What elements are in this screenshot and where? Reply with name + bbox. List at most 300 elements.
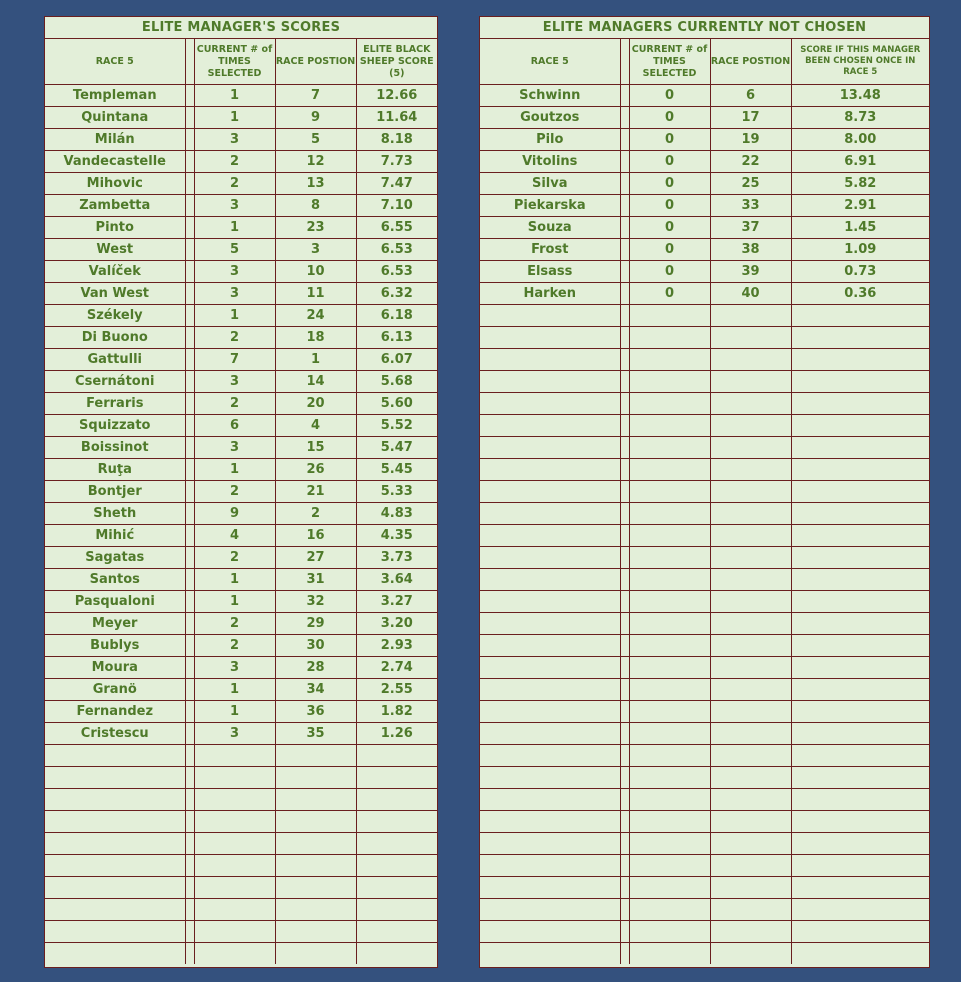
elite-manager-scores-panel (44, 16, 438, 968)
column-gap (620, 261, 629, 283)
race-position-cell (275, 877, 356, 899)
times-selected-cell (629, 393, 710, 415)
times-selected-cell: 3 (194, 657, 275, 679)
column-gap (620, 129, 629, 151)
race-position-cell: 10 (275, 261, 356, 283)
manager-name-cell: Silva (480, 173, 620, 195)
score-cell (791, 415, 929, 437)
manager-name-cell: Schwinn (480, 85, 620, 107)
empty-table-row (480, 393, 929, 415)
manager-name-cell (45, 877, 185, 899)
column-gap (185, 173, 194, 195)
column-gap (185, 459, 194, 481)
manager-name-cell: Pinto (45, 217, 185, 239)
column-gap (620, 635, 629, 657)
column-gap (620, 943, 629, 965)
column-gap (620, 899, 629, 921)
manager-name-cell (45, 899, 185, 921)
manager-name-cell (480, 921, 620, 943)
score-cell (791, 811, 929, 833)
times-selected-cell: 0 (629, 261, 710, 283)
race-position-cell (710, 327, 791, 349)
empty-table-row (480, 305, 929, 327)
times-selected-cell (194, 855, 275, 877)
column-gap (185, 855, 194, 877)
empty-table-row (45, 943, 437, 965)
score-cell: 6.55 (356, 217, 437, 239)
race-position-cell: 6 (710, 85, 791, 107)
race-position-cell (710, 899, 791, 921)
times-selected-cell: 1 (194, 701, 275, 723)
table-row (45, 679, 437, 701)
score-cell: 7.73 (356, 151, 437, 173)
times-selected-cell (194, 899, 275, 921)
score-cell: 3.64 (356, 569, 437, 591)
score-cell: 4.35 (356, 525, 437, 547)
empty-table-row (480, 613, 929, 635)
score-cell: 5.68 (356, 371, 437, 393)
race-position-cell (275, 943, 356, 965)
column-header-race: RACE 5 (480, 39, 620, 85)
race-position-cell (710, 459, 791, 481)
column-gap (620, 481, 629, 503)
race-position-cell: 31 (275, 569, 356, 591)
empty-table-row (480, 789, 929, 811)
score-cell (791, 393, 929, 415)
race-position-cell (710, 789, 791, 811)
score-cell (791, 635, 929, 657)
race-position-cell (710, 767, 791, 789)
manager-name-cell (480, 679, 620, 701)
table-row (480, 107, 929, 129)
race-position-cell: 30 (275, 635, 356, 657)
manager-name-cell: Granö (45, 679, 185, 701)
manager-name-cell (480, 833, 620, 855)
times-selected-cell: 3 (194, 129, 275, 151)
race-position-cell: 2 (275, 503, 356, 525)
score-cell: 0.73 (791, 261, 929, 283)
score-cell (791, 943, 929, 965)
race-position-cell: 9 (275, 107, 356, 129)
race-position-cell (710, 371, 791, 393)
column-header-times-selected: CURRENT # of TIMES SELECTED (629, 39, 710, 85)
race-position-cell (710, 657, 791, 679)
manager-name-cell (45, 811, 185, 833)
race-position-cell: 13 (275, 173, 356, 195)
column-gap (185, 217, 194, 239)
manager-name-cell: Mihovic (45, 173, 185, 195)
manager-name-cell: Milán (45, 129, 185, 151)
race-position-cell (710, 723, 791, 745)
column-gap (185, 481, 194, 503)
score-cell (791, 701, 929, 723)
column-header-times-selected: CURRENT # of TIMES SELECTED (194, 39, 275, 85)
manager-name-cell: Bontjer (45, 481, 185, 503)
race-position-cell: 12 (275, 151, 356, 173)
table-row (45, 547, 437, 569)
column-gap (620, 503, 629, 525)
score-cell: 8.00 (791, 129, 929, 151)
table-row (45, 635, 437, 657)
score-cell (791, 371, 929, 393)
manager-name-cell (480, 767, 620, 789)
manager-name-cell: Squizzato (45, 415, 185, 437)
times-selected-cell: 2 (194, 393, 275, 415)
times-selected-cell (629, 635, 710, 657)
manager-name-cell: Boissinot (45, 437, 185, 459)
manager-name-cell: Ferraris (45, 393, 185, 415)
table-row (45, 613, 437, 635)
times-selected-cell: 0 (629, 173, 710, 195)
score-cell: 5.45 (356, 459, 437, 481)
empty-table-row (45, 811, 437, 833)
score-cell: 5.33 (356, 481, 437, 503)
score-cell: 6.53 (356, 239, 437, 261)
manager-name-cell: Quintana (45, 107, 185, 129)
score-cell (791, 437, 929, 459)
score-cell: 13.48 (791, 85, 929, 107)
score-cell: 2.55 (356, 679, 437, 701)
column-gap (620, 195, 629, 217)
race-position-cell (710, 833, 791, 855)
times-selected-cell (629, 723, 710, 745)
race-position-cell: 16 (275, 525, 356, 547)
race-position-cell: 39 (710, 261, 791, 283)
empty-table-row (480, 921, 929, 943)
manager-name-cell (480, 635, 620, 657)
table-row (45, 283, 437, 305)
score-cell: 4.83 (356, 503, 437, 525)
times-selected-cell: 3 (194, 195, 275, 217)
table-row (45, 591, 437, 613)
table-row (45, 151, 437, 173)
manager-name-cell (480, 525, 620, 547)
times-selected-cell (629, 525, 710, 547)
empty-table-row (480, 371, 929, 393)
empty-table-row (480, 547, 929, 569)
column-gap (620, 437, 629, 459)
score-cell: 6.07 (356, 349, 437, 371)
times-selected-cell: 1 (194, 569, 275, 591)
column-gap (185, 635, 194, 657)
column-gap (620, 877, 629, 899)
manager-name-cell (480, 943, 620, 965)
empty-table-row (480, 591, 929, 613)
column-gap (185, 745, 194, 767)
table-row (480, 283, 929, 305)
race-position-cell (710, 811, 791, 833)
panel-title: ELITE MANAGER'S SCORES (45, 17, 437, 39)
column-gap (620, 107, 629, 129)
column-gap (620, 921, 629, 943)
column-gap (185, 371, 194, 393)
manager-name-cell (45, 833, 185, 855)
times-selected-cell: 3 (194, 261, 275, 283)
race-position-cell: 35 (275, 723, 356, 745)
times-selected-cell: 0 (629, 283, 710, 305)
times-selected-cell (629, 349, 710, 371)
score-cell: 12.66 (356, 85, 437, 107)
column-gap (620, 151, 629, 173)
empty-table-row (480, 701, 929, 723)
table-row (45, 173, 437, 195)
score-cell (791, 789, 929, 811)
table-row (45, 459, 437, 481)
race-position-cell (275, 811, 356, 833)
race-position-cell: 14 (275, 371, 356, 393)
manager-name-cell (45, 921, 185, 943)
table-row (45, 327, 437, 349)
column-gap (185, 239, 194, 261)
times-selected-cell: 0 (629, 217, 710, 239)
times-selected-cell: 1 (194, 679, 275, 701)
column-gap (185, 789, 194, 811)
score-cell (791, 921, 929, 943)
times-selected-cell: 1 (194, 591, 275, 613)
times-selected-cell: 6 (194, 415, 275, 437)
manager-name-cell (480, 415, 620, 437)
manager-name-cell: Pasqualoni (45, 591, 185, 613)
column-gap (185, 547, 194, 569)
elite-manager-scores-table (45, 17, 437, 964)
times-selected-cell (194, 767, 275, 789)
score-cell: 5.82 (791, 173, 929, 195)
times-selected-cell (194, 789, 275, 811)
column-gap (620, 679, 629, 701)
manager-name-cell: Templeman (45, 85, 185, 107)
race-position-cell (710, 481, 791, 503)
times-selected-cell: 0 (629, 107, 710, 129)
manager-name-cell (480, 437, 620, 459)
empty-table-row (480, 635, 929, 657)
times-selected-cell (194, 833, 275, 855)
manager-name-cell: Pilo (480, 129, 620, 151)
manager-name-cell: Frost (480, 239, 620, 261)
score-cell (791, 833, 929, 855)
race-position-cell: 5 (275, 129, 356, 151)
manager-name-cell: Csernátoni (45, 371, 185, 393)
column-gap (185, 877, 194, 899)
times-selected-cell: 2 (194, 613, 275, 635)
column-gap (185, 107, 194, 129)
score-cell (356, 899, 437, 921)
times-selected-cell (194, 811, 275, 833)
manager-name-cell: Cristescu (45, 723, 185, 745)
score-cell (791, 613, 929, 635)
race-position-cell (710, 591, 791, 613)
column-gap (185, 701, 194, 723)
column-gap (185, 261, 194, 283)
table-row (45, 217, 437, 239)
manager-name-cell: Vitolins (480, 151, 620, 173)
score-cell (791, 899, 929, 921)
empty-table-row (45, 921, 437, 943)
column-gap (620, 85, 629, 107)
manager-name-cell: West (45, 239, 185, 261)
race-position-cell: 19 (710, 129, 791, 151)
race-position-cell (275, 855, 356, 877)
score-cell: 5.60 (356, 393, 437, 415)
score-cell: 2.74 (356, 657, 437, 679)
column-gap (620, 349, 629, 371)
table-row (45, 371, 437, 393)
manager-name-cell: Székely (45, 305, 185, 327)
table-row (45, 261, 437, 283)
column-header-score-if-chosen: SCORE IF THIS MANAGER BEEN CHOSEN ONCE IN RACE 5 (791, 39, 929, 85)
race-position-cell (275, 767, 356, 789)
column-gap (185, 437, 194, 459)
times-selected-cell (629, 415, 710, 437)
column-gap (185, 613, 194, 635)
times-selected-cell: 1 (194, 459, 275, 481)
table-row (45, 437, 437, 459)
column-gap (185, 657, 194, 679)
table-row (480, 129, 929, 151)
race-position-cell (275, 899, 356, 921)
table-row (45, 525, 437, 547)
race-position-cell: 29 (275, 613, 356, 635)
times-selected-cell: 1 (194, 107, 275, 129)
race-position-cell: 24 (275, 305, 356, 327)
manager-name-cell (45, 789, 185, 811)
column-gap (620, 371, 629, 393)
empty-table-row (480, 767, 929, 789)
column-gap (185, 393, 194, 415)
race-position-cell: 32 (275, 591, 356, 613)
empty-table-row (480, 657, 929, 679)
not-chosen-managers-panel (479, 16, 930, 968)
score-cell: 6.91 (791, 151, 929, 173)
times-selected-cell (629, 833, 710, 855)
manager-name-cell (45, 745, 185, 767)
score-cell (791, 349, 929, 371)
score-cell (791, 591, 929, 613)
column-gap (185, 767, 194, 789)
manager-name-cell (480, 855, 620, 877)
table-row (45, 723, 437, 745)
score-cell (356, 789, 437, 811)
column-gap (620, 767, 629, 789)
times-selected-cell (629, 745, 710, 767)
empty-table-row (480, 569, 929, 591)
manager-name-cell (480, 657, 620, 679)
race-position-cell (710, 877, 791, 899)
race-position-cell: 26 (275, 459, 356, 481)
score-cell (791, 327, 929, 349)
column-gap (185, 723, 194, 745)
times-selected-cell (629, 591, 710, 613)
column-header-race: RACE 5 (45, 39, 185, 85)
times-selected-cell: 5 (194, 239, 275, 261)
column-gap (185, 327, 194, 349)
column-gap (185, 591, 194, 613)
race-position-cell: 7 (275, 85, 356, 107)
times-selected-cell: 0 (629, 129, 710, 151)
column-gap (185, 943, 194, 965)
empty-table-row (480, 481, 929, 503)
column-gap (620, 547, 629, 569)
manager-name-cell: Valíček (45, 261, 185, 283)
empty-table-row (480, 415, 929, 437)
manager-name-cell (480, 393, 620, 415)
manager-name-cell (480, 789, 620, 811)
manager-name-cell (480, 877, 620, 899)
manager-name-cell (480, 723, 620, 745)
empty-table-row (480, 877, 929, 899)
column-gap (185, 129, 194, 151)
score-cell: 6.32 (356, 283, 437, 305)
race-position-cell (710, 415, 791, 437)
not-chosen-managers-table (480, 17, 929, 964)
column-gap (185, 899, 194, 921)
manager-name-cell (480, 547, 620, 569)
column-gap (620, 327, 629, 349)
manager-name-cell: Harken (480, 283, 620, 305)
times-selected-cell: 3 (194, 283, 275, 305)
score-cell (791, 481, 929, 503)
manager-name-cell (45, 767, 185, 789)
race-position-cell: 28 (275, 657, 356, 679)
race-position-cell (710, 635, 791, 657)
score-cell (791, 745, 929, 767)
times-selected-cell: 1 (194, 217, 275, 239)
column-gap (185, 283, 194, 305)
empty-table-row (45, 745, 437, 767)
race-position-cell (710, 437, 791, 459)
race-position-cell (275, 745, 356, 767)
column-gap (620, 789, 629, 811)
table-row (480, 195, 929, 217)
table-row (480, 85, 929, 107)
table-row (480, 239, 929, 261)
times-selected-cell: 1 (194, 305, 275, 327)
race-position-cell (710, 305, 791, 327)
score-cell (356, 855, 437, 877)
times-selected-cell (629, 613, 710, 635)
column-gap (620, 657, 629, 679)
times-selected-cell (629, 921, 710, 943)
race-position-cell (275, 833, 356, 855)
manager-name-cell (480, 371, 620, 393)
times-selected-cell (629, 855, 710, 877)
times-selected-cell (629, 767, 710, 789)
manager-name-cell: Souza (480, 217, 620, 239)
score-cell (356, 767, 437, 789)
race-position-cell: 33 (710, 195, 791, 217)
times-selected-cell (629, 899, 710, 921)
race-position-cell: 18 (275, 327, 356, 349)
manager-name-cell: Sagatas (45, 547, 185, 569)
column-gap (185, 811, 194, 833)
empty-table-row (480, 525, 929, 547)
column-gap (185, 349, 194, 371)
race-position-cell (710, 503, 791, 525)
manager-name-cell (480, 481, 620, 503)
race-position-cell: 20 (275, 393, 356, 415)
race-position-cell (710, 547, 791, 569)
score-cell: 7.47 (356, 173, 437, 195)
column-gap (185, 415, 194, 437)
race-position-cell: 25 (710, 173, 791, 195)
manager-name-cell: Moura (45, 657, 185, 679)
column-gap (185, 833, 194, 855)
table-row (45, 129, 437, 151)
column-gap (185, 525, 194, 547)
score-cell: 2.93 (356, 635, 437, 657)
score-cell: 0.36 (791, 283, 929, 305)
score-cell (791, 855, 929, 877)
empty-table-row (480, 899, 929, 921)
